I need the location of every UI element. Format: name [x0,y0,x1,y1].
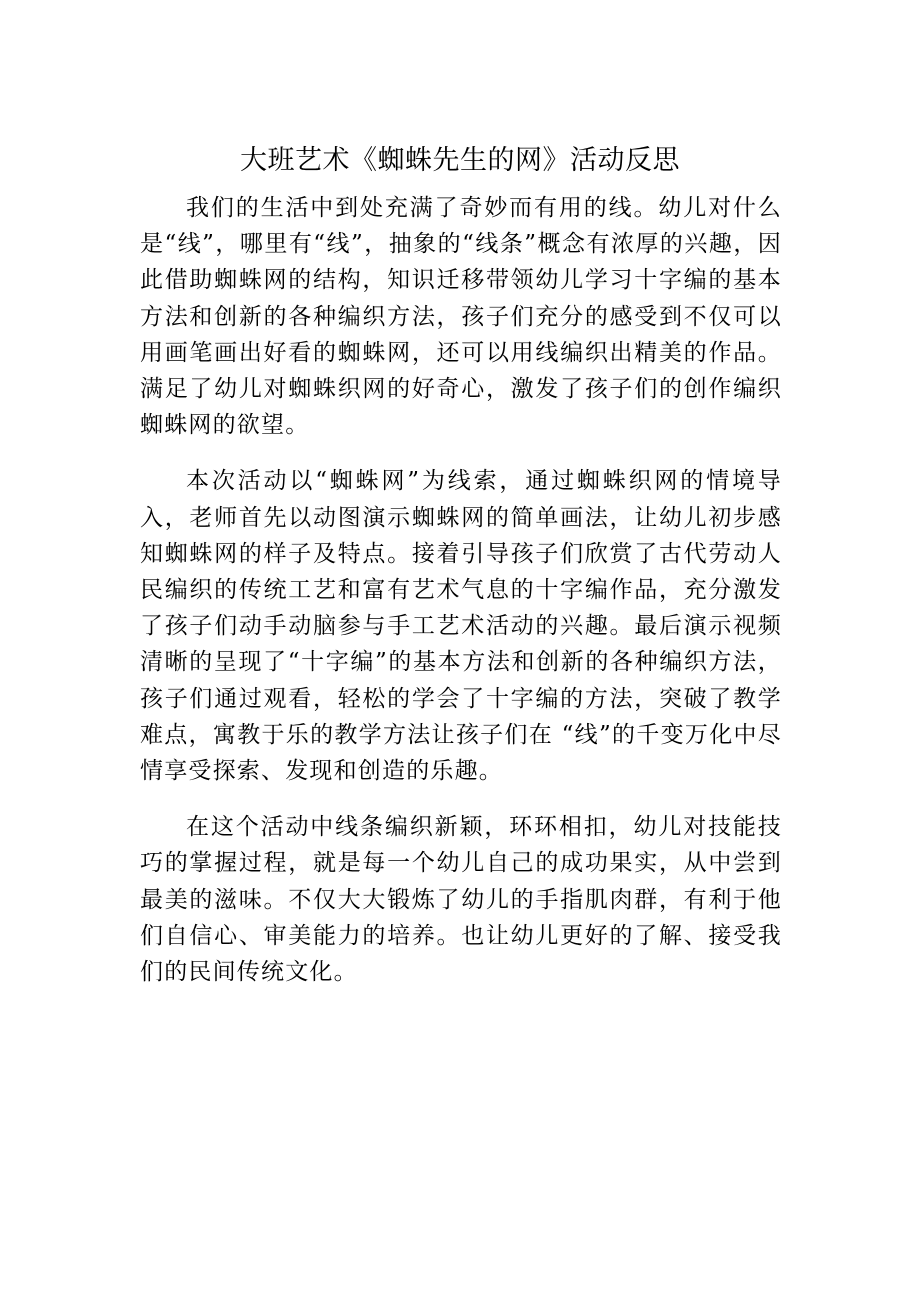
document-title: 大班艺术《蜘蛛先生的网》活动反思 [240,145,680,176]
document-body [140,190,782,990]
paragraph-1: 我们的生活中到处充满了奇妙而有用的线。幼儿对什么是“线”，哪里有“线”，抽象的“线条”概念有浓厚的兴趣，因此借助蜘蛛网的结构，知识迁移带领幼儿学习十字编的基本方法和创新的各种编织方法，孩子们充分的感受到不仅可以用画笔画出好看的蜘蛛网，还可以用线编织出精美的作品。满足了幼儿对蜘蛛织网的好奇心，激发了孩子们的创作编织蜘蛛网的欲望。 [140,195,782,439]
paragraph-2: 本次活动以“蜘蛛网”为线索，通过蜘蛛织网的情境导入，老师首先以动图演示蜘蛛网的简单画法，让幼儿初步感知蜘蛛网的样子及特点。接着引导孩子们欣赏了古代劳动人民编织的传统工艺和富有艺术气息的十字编作品，充分激发了孩子们动手动脑参与手工艺术活动的兴趣。最后演示视频清晰的呈现了“十字编”的基本方法和创新的各种编织方法，孩子们通过观看，轻松的学会了十字编的方法，突破了教学难点，寓教于乐的教学方法让孩子们在 “线”的千变万化中尽情享受探索、发现和创造的乐趣。 [140,468,782,785]
paragraph-3: 在这个活动中线条编织新颖，环环相扣，幼儿对技能技巧的掌握过程，就是每一个幼儿自己的成功果实，从中尝到最美的滋味。不仅大大锻炼了幼儿的手指肌肉群，有利于他们自信心、审美能力的培养。也让幼儿更好的了解、接受我们的民间传统文化。 [140,814,782,986]
